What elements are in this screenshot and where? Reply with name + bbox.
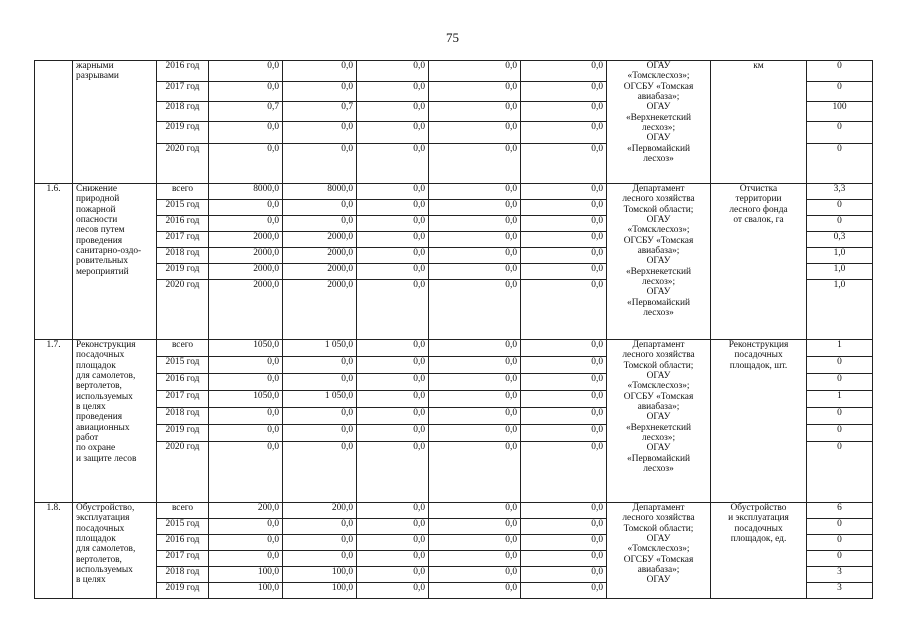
year-cell: 2020 год <box>157 280 209 340</box>
local-budget-cell: 0,0 <box>429 567 521 583</box>
regional-budget-cell: 0,0 <box>283 357 357 374</box>
regional-budget-cell: 0,7 <box>283 102 357 122</box>
local-budget-cell: 0,0 <box>429 61 521 82</box>
year-cell: 2019 год <box>157 583 209 599</box>
page-number: 75 <box>446 30 459 45</box>
federal-budget-cell: 0,0 <box>357 61 429 82</box>
extra-budget-cell: 0,0 <box>521 122 607 144</box>
indicator-name-cell: Реконструкция посадочных площадок, шт. <box>711 340 807 503</box>
total-amount-cell: 200,0 <box>209 503 283 519</box>
table-row <box>35 340 873 357</box>
section-name: жарными разрывами <box>73 61 157 184</box>
local-budget-cell: 0,0 <box>429 391 521 408</box>
federal-budget-cell: 0,0 <box>357 357 429 374</box>
executor-cell: Департамент лесного хозяйства Томской области; ОГАУ «Томсклесхоз»; ОГСБУ «Томская авиабаза»; ОГАУ «Верхнекетский лесхоз»; ОГАУ «Первомайский лесхоз» <box>607 184 711 340</box>
local-budget-cell: 0,0 <box>429 248 521 264</box>
year-cell: 2017 год <box>157 232 209 248</box>
federal-budget-cell: 0,0 <box>357 122 429 144</box>
regional-budget-cell: 0,0 <box>283 216 357 232</box>
federal-budget-cell: 0,0 <box>357 408 429 425</box>
regional-budget-cell: 1 050,0 <box>283 391 357 408</box>
year-cell: 2016 год <box>157 216 209 232</box>
local-budget-cell: 0,0 <box>429 122 521 144</box>
local-budget-cell: 0,0 <box>429 503 521 519</box>
section-code: 1.6. <box>35 184 73 340</box>
total-amount-cell: 0,0 <box>209 535 283 551</box>
extra-budget-cell: 0,0 <box>521 61 607 82</box>
regional-budget-cell: 200,0 <box>283 503 357 519</box>
local-budget-cell: 0,0 <box>429 232 521 248</box>
year-cell: 2015 год <box>157 357 209 374</box>
federal-budget-cell: 0,0 <box>357 232 429 248</box>
year-cell: 2020 год <box>157 144 209 184</box>
indicator-value-cell: 0 <box>807 216 873 232</box>
indicator-value-cell: 0 <box>807 122 873 144</box>
total-amount-cell: 0,0 <box>209 551 283 567</box>
federal-budget-cell: 0,0 <box>357 425 429 442</box>
local-budget-cell: 0,0 <box>429 280 521 340</box>
year-cell: 2017 год <box>157 391 209 408</box>
year-cell: 2019 год <box>157 425 209 442</box>
year-cell: 2018 год <box>157 102 209 122</box>
local-budget-cell: 0,0 <box>429 374 521 391</box>
local-budget-cell: 0,0 <box>429 264 521 280</box>
indicator-value-cell: 1,0 <box>807 280 873 340</box>
indicator-value-cell: 1 <box>807 391 873 408</box>
indicator-value-cell: 3 <box>807 583 873 599</box>
indicator-value-cell: 0 <box>807 61 873 82</box>
federal-budget-cell: 0,0 <box>357 583 429 599</box>
section-name: Снижение природной пожарной опасности лесов путем проведения санитарно-оздо- ровительных мероприятий <box>73 184 157 340</box>
indicator-value-cell: 0 <box>807 408 873 425</box>
extra-budget-cell: 0,0 <box>521 280 607 340</box>
local-budget-cell: 0,0 <box>429 551 521 567</box>
local-budget-cell: 0,0 <box>429 357 521 374</box>
total-amount-cell: 0,0 <box>209 357 283 374</box>
extra-budget-cell: 0,0 <box>521 200 607 216</box>
extra-budget-cell: 0,0 <box>521 408 607 425</box>
executor-cell: Департамент лесного хозяйства Томской области; ОГАУ «Томсклесхоз»; ОГСБУ «Томская авиабаза»; ОГАУ <box>607 503 711 599</box>
year-cell: 2016 год <box>157 61 209 82</box>
total-amount-cell: 0,0 <box>209 216 283 232</box>
regional-budget-cell: 0,0 <box>283 425 357 442</box>
federal-budget-cell: 0,0 <box>357 340 429 357</box>
extra-budget-cell: 0,0 <box>521 357 607 374</box>
extra-budget-cell: 0,0 <box>521 264 607 280</box>
indicator-value-cell: 0 <box>807 519 873 535</box>
federal-budget-cell: 0,0 <box>357 216 429 232</box>
regional-budget-cell: 8000,0 <box>283 184 357 200</box>
extra-budget-cell: 0,0 <box>521 144 607 184</box>
total-amount-cell: 0,0 <box>209 408 283 425</box>
regional-budget-cell: 0,0 <box>283 535 357 551</box>
section-code: 1.7. <box>35 340 73 503</box>
federal-budget-cell: 0,0 <box>357 442 429 503</box>
regional-budget-cell: 0,0 <box>283 519 357 535</box>
indicator-name-cell: Обустройство и эксплуатация посадочных площадок, ед. <box>711 503 807 599</box>
federal-budget-cell: 0,0 <box>357 519 429 535</box>
indicator-value-cell: 0 <box>807 374 873 391</box>
federal-budget-cell: 0,0 <box>357 391 429 408</box>
year-cell: 2019 год <box>157 264 209 280</box>
year-cell: 2016 год <box>157 374 209 391</box>
indicator-value-cell: 6 <box>807 503 873 519</box>
year-cell: всего <box>157 184 209 200</box>
regional-budget-cell: 100,0 <box>283 567 357 583</box>
federal-budget-cell: 0,0 <box>357 144 429 184</box>
total-amount-cell: 0,0 <box>209 122 283 144</box>
local-budget-cell: 0,0 <box>429 535 521 551</box>
year-cell: 2018 год <box>157 408 209 425</box>
federal-budget-cell: 0,0 <box>357 184 429 200</box>
regional-budget-cell: 0,0 <box>283 374 357 391</box>
total-amount-cell: 2000,0 <box>209 280 283 340</box>
indicator-value-cell: 1,0 <box>807 248 873 264</box>
local-budget-cell: 0,0 <box>429 82 521 102</box>
total-amount-cell: 2000,0 <box>209 232 283 248</box>
year-cell: всего <box>157 340 209 357</box>
extra-budget-cell: 0,0 <box>521 374 607 391</box>
indicator-value-cell: 0 <box>807 442 873 503</box>
extra-budget-cell: 0,0 <box>521 82 607 102</box>
regional-budget-cell: 0,0 <box>283 61 357 82</box>
executor-cell: Департамент лесного хозяйства Томской области; ОГАУ «Томсклесхоз»; ОГСБУ «Томская авиабаза»; ОГАУ «Верхнекетский лесхоз»; ОГАУ «Первомайский лесхоз» <box>607 340 711 503</box>
extra-budget-cell: 0,0 <box>521 442 607 503</box>
indicator-name-cell: км <box>711 61 807 184</box>
federal-budget-cell: 0,0 <box>357 82 429 102</box>
regional-budget-cell: 0,0 <box>283 82 357 102</box>
year-cell: 2017 год <box>157 551 209 567</box>
total-amount-cell: 0,0 <box>209 144 283 184</box>
year-cell: всего <box>157 503 209 519</box>
federal-budget-cell: 0,0 <box>357 374 429 391</box>
local-budget-cell: 0,0 <box>429 200 521 216</box>
total-amount-cell: 0,0 <box>209 425 283 442</box>
indicator-value-cell: 0,3 <box>807 232 873 248</box>
regional-budget-cell: 2000,0 <box>283 248 357 264</box>
table-row <box>35 61 873 82</box>
extra-budget-cell: 0,0 <box>521 216 607 232</box>
federal-budget-cell: 0,0 <box>357 200 429 216</box>
indicator-value-cell: 3 <box>807 567 873 583</box>
extra-budget-cell: 0,0 <box>521 425 607 442</box>
federal-budget-cell: 0,0 <box>357 102 429 122</box>
indicator-value-cell: 0 <box>807 551 873 567</box>
regional-budget-cell: 100,0 <box>283 583 357 599</box>
section-name: Реконструкция посадочных площадок для самолетов, вертолетов, используемых в целях проведения авиационных работ по охране и защите лесов <box>73 340 157 503</box>
regional-budget-cell: 2000,0 <box>283 264 357 280</box>
total-amount-cell: 2000,0 <box>209 264 283 280</box>
year-cell: 2016 год <box>157 535 209 551</box>
regional-budget-cell: 0,0 <box>283 122 357 144</box>
regional-budget-cell: 2000,0 <box>283 232 357 248</box>
regional-budget-cell: 0,0 <box>283 200 357 216</box>
local-budget-cell: 0,0 <box>429 184 521 200</box>
extra-budget-cell: 0,0 <box>521 519 607 535</box>
regional-budget-cell: 2000,0 <box>283 280 357 340</box>
year-cell: 2015 год <box>157 519 209 535</box>
total-amount-cell: 0,0 <box>209 200 283 216</box>
extra-budget-cell: 0,0 <box>521 340 607 357</box>
local-budget-cell: 0,0 <box>429 583 521 599</box>
federal-budget-cell: 0,0 <box>357 280 429 340</box>
regional-budget-cell: 0,0 <box>283 144 357 184</box>
total-amount-cell: 0,0 <box>209 61 283 82</box>
indicator-value-cell: 3,3 <box>807 184 873 200</box>
extra-budget-cell: 0,0 <box>521 535 607 551</box>
section-name: Обустройство, эксплуатация посадочных площадок для самолетов, вертолетов, используемых в целях <box>73 503 157 599</box>
local-budget-cell: 0,0 <box>429 519 521 535</box>
table-body <box>35 61 873 599</box>
local-budget-cell: 0,0 <box>429 144 521 184</box>
extra-budget-cell: 0,0 <box>521 248 607 264</box>
total-amount-cell: 0,0 <box>209 374 283 391</box>
regional-budget-cell: 0,0 <box>283 442 357 503</box>
total-amount-cell: 0,0 <box>209 442 283 503</box>
indicator-name-cell: Отчистка территории лесного фонда от свалок, га <box>711 184 807 340</box>
federal-budget-cell: 0,0 <box>357 567 429 583</box>
table-row <box>35 184 873 200</box>
total-amount-cell: 2000,0 <box>209 248 283 264</box>
federal-budget-cell: 0,0 <box>357 248 429 264</box>
total-amount-cell: 100,0 <box>209 567 283 583</box>
local-budget-cell: 0,0 <box>429 442 521 503</box>
extra-budget-cell: 0,0 <box>521 391 607 408</box>
extra-budget-cell: 0,0 <box>521 551 607 567</box>
local-budget-cell: 0,0 <box>429 102 521 122</box>
local-budget-cell: 0,0 <box>429 340 521 357</box>
table-row <box>35 503 873 519</box>
total-amount-cell: 0,7 <box>209 102 283 122</box>
indicator-value-cell: 1 <box>807 340 873 357</box>
year-cell: 2020 год <box>157 442 209 503</box>
local-budget-cell: 0,0 <box>429 216 521 232</box>
year-cell: 2017 год <box>157 82 209 102</box>
regional-budget-cell: 1 050,0 <box>283 340 357 357</box>
extra-budget-cell: 0,0 <box>521 102 607 122</box>
regional-budget-cell: 0,0 <box>283 551 357 567</box>
executor-cell: ОГАУ «Томсклесхоз»; ОГСБУ «Томская авиабаза»; ОГАУ «Верхнекетский лесхоз»; ОГАУ «Первомайский лесхоз» <box>607 61 711 184</box>
federal-budget-cell: 0,0 <box>357 551 429 567</box>
indicator-value-cell: 1,0 <box>807 264 873 280</box>
extra-budget-cell: 0,0 <box>521 567 607 583</box>
year-cell: 2018 год <box>157 567 209 583</box>
year-cell: 2019 год <box>157 122 209 144</box>
extra-budget-cell: 0,0 <box>521 503 607 519</box>
local-budget-cell: 0,0 <box>429 425 521 442</box>
indicator-value-cell: 100 <box>807 102 873 122</box>
extra-budget-cell: 0,0 <box>521 583 607 599</box>
year-cell: 2015 год <box>157 200 209 216</box>
total-amount-cell: 1050,0 <box>209 340 283 357</box>
total-amount-cell: 0,0 <box>209 82 283 102</box>
federal-budget-cell: 0,0 <box>357 264 429 280</box>
indicator-value-cell: 0 <box>807 535 873 551</box>
total-amount-cell: 8000,0 <box>209 184 283 200</box>
budget-table <box>34 60 873 599</box>
local-budget-cell: 0,0 <box>429 408 521 425</box>
indicator-value-cell: 0 <box>807 200 873 216</box>
extra-budget-cell: 0,0 <box>521 184 607 200</box>
indicator-value-cell: 0 <box>807 357 873 374</box>
section-code: 1.8. <box>35 503 73 599</box>
federal-budget-cell: 0,0 <box>357 535 429 551</box>
indicator-value-cell: 0 <box>807 425 873 442</box>
indicator-value-cell: 0 <box>807 144 873 184</box>
total-amount-cell: 100,0 <box>209 583 283 599</box>
indicator-value-cell: 0 <box>807 82 873 102</box>
section-code <box>35 61 73 184</box>
extra-budget-cell: 0,0 <box>521 232 607 248</box>
federal-budget-cell: 0,0 <box>357 503 429 519</box>
total-amount-cell: 1050,0 <box>209 391 283 408</box>
regional-budget-cell: 0,0 <box>283 408 357 425</box>
total-amount-cell: 0,0 <box>209 519 283 535</box>
year-cell: 2018 год <box>157 248 209 264</box>
